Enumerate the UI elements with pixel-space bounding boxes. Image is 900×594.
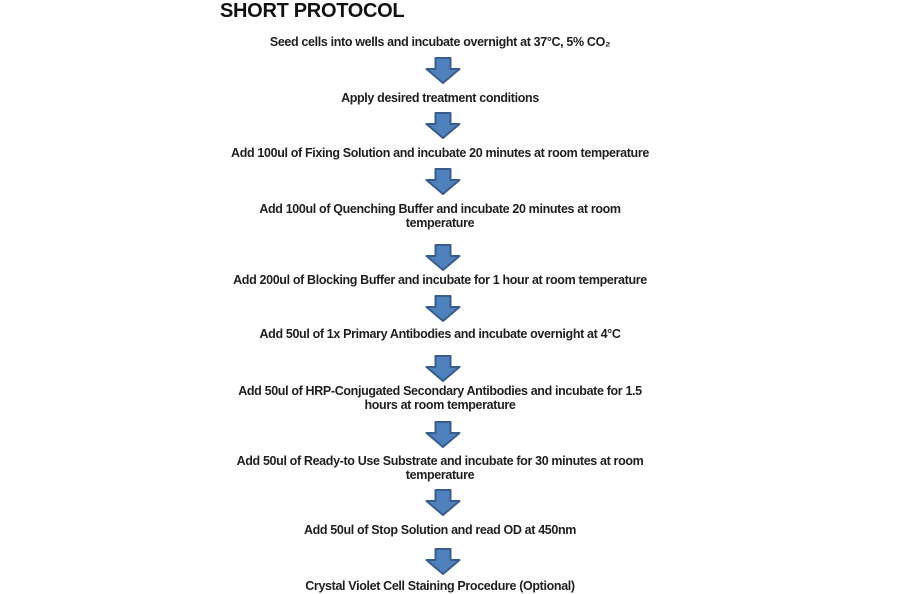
down-arrow-icon <box>425 355 461 382</box>
step-text: Apply desired treatment conditions <box>341 91 539 105</box>
down-arrow-icon <box>425 489 461 516</box>
step-5-blocking-buffer <box>0 273 880 287</box>
step-text: Add 100ul of Fixing Solution and incubate 20 minutes at room temperature <box>231 146 649 160</box>
down-arrow-icon <box>425 295 461 322</box>
step-text: hours at room temperature <box>364 398 516 412</box>
step-text: Add 50ul of HRP-Conjugated Secondary Antibodies and incubate for 1.5 <box>238 384 642 398</box>
step-text: Add 100ul of Quenching Buffer and incubate 20 minutes at room <box>259 202 621 216</box>
down-arrow-icon <box>425 421 461 448</box>
step-text: temperature <box>405 216 475 230</box>
step-text: Add 50ul of 1x Primary Antibodies and incubate overnight at 4°C <box>259 327 621 341</box>
step-text: Crystal Violet Cell Staining Procedure (Optional) <box>305 579 575 593</box>
down-arrow-icon <box>425 244 461 271</box>
step-2-apply-treatment <box>0 91 880 105</box>
step-9-stop-solution <box>0 523 880 537</box>
down-arrow-icon <box>425 168 461 195</box>
step-3-fixing-solution <box>0 146 880 160</box>
step-6-primary-antibodies <box>0 327 880 341</box>
step-4-quenching-buffer <box>0 202 880 230</box>
step-8-substrate <box>0 454 880 482</box>
step-7-secondary-antibodies <box>0 384 880 412</box>
step-10-crystal-violet <box>0 579 880 593</box>
step-text: Add 50ul of Stop Solution and read OD at 450nm <box>303 523 577 537</box>
step-text: temperature <box>405 468 475 482</box>
down-arrow-icon <box>425 548 461 575</box>
down-arrow-icon <box>425 57 461 84</box>
page-title: SHORT PROTOCOL <box>220 0 405 22</box>
step-text: Add 200ul of Blocking Buffer and incubate for 1 hour at room temperature <box>233 273 647 287</box>
step-text: Add 50ul of Ready-to Use Substrate and incubate for 30 minutes at room <box>236 454 644 468</box>
down-arrow-icon <box>425 112 461 139</box>
step-1-seed-cells <box>0 35 880 49</box>
step-text: Seed cells into wells and incubate overnight at 37°C, 5% CO₂ <box>269 35 611 49</box>
